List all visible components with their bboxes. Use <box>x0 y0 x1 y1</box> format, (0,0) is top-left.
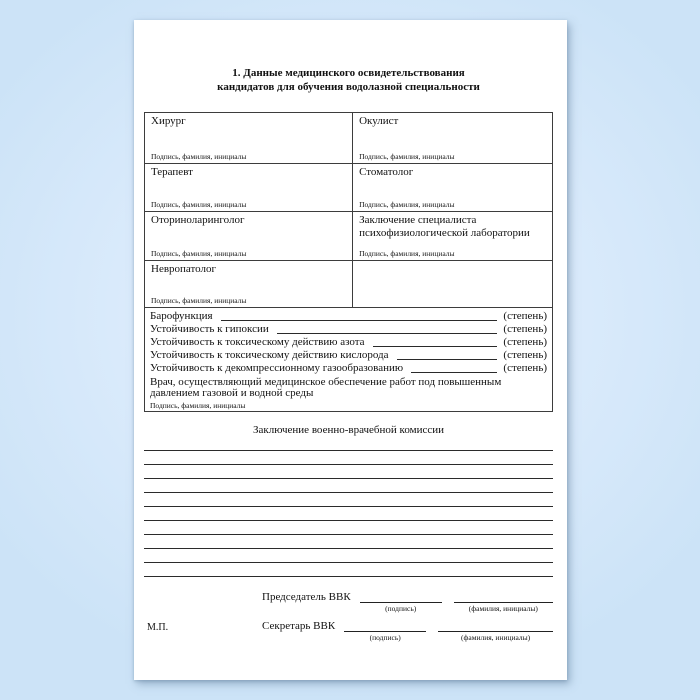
fill-in-line <box>397 359 498 360</box>
signature-hint: Подпись, фамилия, инициалы <box>151 296 247 305</box>
specialist-title: Окулист <box>359 115 399 127</box>
doctor-statement: Врач, осуществляющий медицинское обеспечение работ под повышенным давлением газовой и водной среды <box>150 376 502 399</box>
specialist-title: Заключение специалиста психофизиологической лаборатории <box>359 214 530 239</box>
degree-suffix: (степень) <box>503 349 547 361</box>
degree-row-barofunction <box>150 310 547 323</box>
cell-otolaryngologist <box>145 212 352 260</box>
name-caption: (фамилия, инициалы) <box>468 604 538 613</box>
cell-surgeon <box>145 113 352 163</box>
chairman-signature-field <box>360 591 442 614</box>
signature-line <box>344 620 426 632</box>
degree-label: Устойчивость к декомпрессионному газообразованию <box>150 362 404 374</box>
form-content <box>134 66 567 643</box>
blank-line <box>144 493 553 507</box>
specialist-title: Стоматолог <box>359 166 414 178</box>
blank-line <box>144 549 553 563</box>
specialist-title: Хирург <box>151 115 186 127</box>
degree-suffix: (степень) <box>503 362 547 374</box>
specialist-title: Терапевт <box>151 166 193 178</box>
stamp-place-label: М.П. <box>147 622 169 633</box>
degree-label: Устойчивость к гипоксии <box>150 323 269 335</box>
signature-hint: Подпись, фамилия, инициалы <box>359 152 455 161</box>
secretary-signature-field <box>344 620 426 643</box>
chairman-label: Председатель ВВК <box>262 591 351 603</box>
blank-line <box>144 563 553 577</box>
form-title-line2: кандидатов для обучения водолазной специальности <box>217 81 480 93</box>
signature-hint: Подпись, фамилия, инициалы <box>359 249 455 258</box>
blank-line <box>144 465 553 479</box>
name-line <box>454 591 553 603</box>
cell-dentist <box>353 164 552 211</box>
blank-line <box>144 535 553 549</box>
fill-in-line <box>277 333 498 334</box>
degree-suffix: (степень) <box>503 310 547 322</box>
cell-therapist <box>145 164 352 211</box>
signature-hint: Подпись, фамилия, инициалы <box>151 200 247 209</box>
degree-label: Устойчивость к токсическому действию азота <box>150 336 365 348</box>
table-row <box>145 164 553 212</box>
name-line <box>438 620 553 632</box>
name-caption: (фамилия, инициалы) <box>461 633 531 642</box>
form-title-line1: 1. Данные медицинского освидетельствования <box>232 67 465 79</box>
signature-line <box>360 591 442 603</box>
blank-line <box>144 451 553 465</box>
degree-row-nitrogen <box>150 336 547 349</box>
signature-hint: Подпись, фамилия, инициалы <box>151 152 247 161</box>
secretary-name-field <box>438 620 553 643</box>
form-page <box>134 20 567 680</box>
fill-in-line <box>373 346 498 347</box>
specialists-table <box>144 112 553 412</box>
table-row-degrees <box>145 308 553 412</box>
degree-label: Устойчивость к токсическому действию кислорода <box>150 349 389 361</box>
fill-in-line <box>221 320 498 321</box>
secretary-label: Секретарь ВВК <box>262 620 336 632</box>
cell-psychophysiology-lab <box>353 212 552 260</box>
blank-line <box>144 479 553 493</box>
signature-hint: Подпись, фамилия, инициалы <box>150 401 246 410</box>
signature-caption: (подпись) <box>385 604 417 613</box>
signature-hint: Подпись, фамилия, инициалы <box>151 249 247 258</box>
secretary-signature-row <box>144 620 553 643</box>
cell-empty <box>353 261 552 307</box>
blank-line <box>144 521 553 535</box>
blank-line <box>144 437 553 451</box>
signature-hint: Подпись, фамилия, инициалы <box>359 200 455 209</box>
degree-label: Барофункция <box>150 310 213 322</box>
table-row <box>145 261 553 308</box>
form-title <box>144 66 553 94</box>
degree-suffix: (степень) <box>503 323 547 335</box>
cell-oculist <box>353 113 552 163</box>
degree-row-oxygen <box>150 349 547 362</box>
blank-line <box>144 507 553 521</box>
chairman-signature-row <box>144 591 553 614</box>
degree-suffix: (степень) <box>503 336 547 348</box>
specialist-title: Оториноларинголог <box>151 214 245 226</box>
signature-block <box>144 591 553 643</box>
table-row <box>145 212 553 261</box>
degree-row-decompression <box>150 362 547 375</box>
cell-neuropathologist <box>145 261 352 307</box>
chairman-name-field <box>454 591 553 614</box>
degree-row-hypoxia <box>150 323 547 336</box>
fill-in-line <box>411 372 497 373</box>
conclusion-lines <box>144 437 553 577</box>
specialist-title: Невропатолог <box>151 263 217 275</box>
conclusion-heading: Заключение военно-врачебной комиссии <box>252 424 445 436</box>
table-row <box>145 113 553 164</box>
signature-caption: (подпись) <box>369 633 401 642</box>
